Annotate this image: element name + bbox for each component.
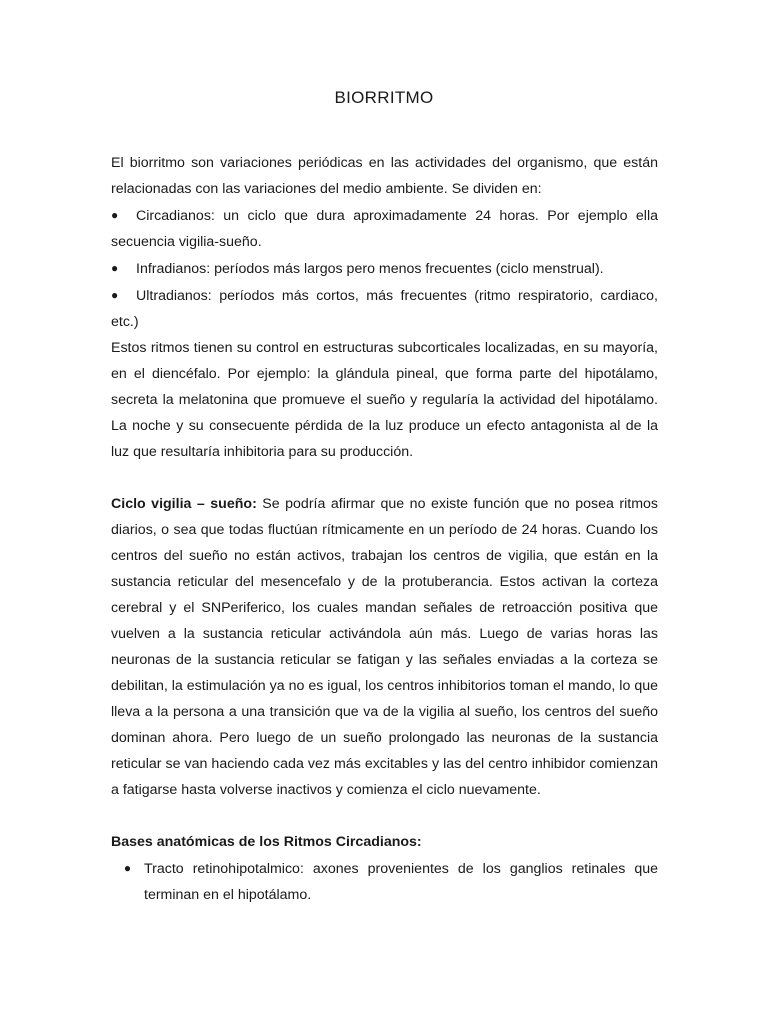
- cycle-paragraph: [111, 491, 658, 803]
- list-item-text: Circadianos: un ciclo que dura aproximadamente 24 horas. Por ejemplo ella secuencia vigilia-sueño.: [111, 208, 658, 250]
- list-item: [111, 255, 658, 282]
- document-title: BIORRITMO: [334, 88, 434, 107]
- bullet-icon: ●: [111, 208, 119, 222]
- list-item-text: Ultradianos: períodos más cortos, más frecuentes (ritmo respiratorio, cardiaco, etc.): [111, 288, 658, 330]
- bullet-icon: ●: [111, 261, 119, 275]
- intro-paragraph: El biorritmo son variaciones periódicas en las actividades del organismo, que están relacionadas con las variaciones del medio ambiente. Se dividen en:: [111, 155, 658, 197]
- control-paragraph: Estos ritmos tienen su control en estructuras subcorticales localizadas, en su mayoría, en el diencéfalo. Por ejemplo: la glándula pineal, que forma parte del hipotálamo, secreta la melatonina que promueve el sueño y regularía la actividad del hipotálamo. La noche y su consecuente pérdida de la luz produce un efecto antagonista al de la luz que resultaría inhibitoria para su producción.: [111, 340, 658, 460]
- list-item: [111, 202, 658, 255]
- biorhythm-types-list: [111, 202, 658, 335]
- bullet-icon: ●: [123, 861, 132, 875]
- list-item-text: Tracto retinohipotalmico: axones provenientes de los ganglios retinales que terminan en el hipotálamo.: [144, 861, 658, 903]
- bases-heading: Bases anatómicas de los Ritmos Circadianos:: [111, 834, 422, 850]
- list-item: [111, 282, 658, 335]
- bullet-icon: ●: [111, 288, 119, 302]
- paragraph-spacer: [111, 803, 658, 829]
- cycle-text: Se podría afirmar que no existe función que no posea ritmos diarios, o sea que todas fluctúan rítmicamente en un período de 24 horas. Cuando los centros del sueño no están activos, trabajan los centros de vigilia, que están en la sustancia reticular del mesencefalo y de la protuberancia. Estos activan la corteza cerebral y el SNPeriferico, los cuales mandan señales de retroacción positiva que vuelven a la sustancia reticular activándola aún más. Luego de varias horas las neuronas de la sustancia reticular se fatigan y las señales enviadas a la corteza se debilitan, la estimulación ya no es igual, los centros inhibitorios toman el mando, lo que lleva a la persona a una transición que va de la vigilia al sueño, los centros del sueño dominan ahora. Pero luego de un sueño prolongado las neuronas de la sustancia reticular se van haciendo cada vez más excitables y las del centro inhibidor comienzan a fatigarse hasta volverse inactivos y comienza el ciclo nuevamente.: [111, 496, 658, 798]
- paragraph-spacer: [111, 465, 658, 491]
- document-body: [111, 150, 658, 908]
- list-item: [111, 855, 658, 908]
- cycle-heading: Ciclo vigilia – sueño:: [111, 496, 257, 512]
- bases-list: [111, 855, 658, 908]
- list-item-text: Infradianos: períodos más largos pero menos frecuentes (ciclo menstrual).: [136, 261, 604, 277]
